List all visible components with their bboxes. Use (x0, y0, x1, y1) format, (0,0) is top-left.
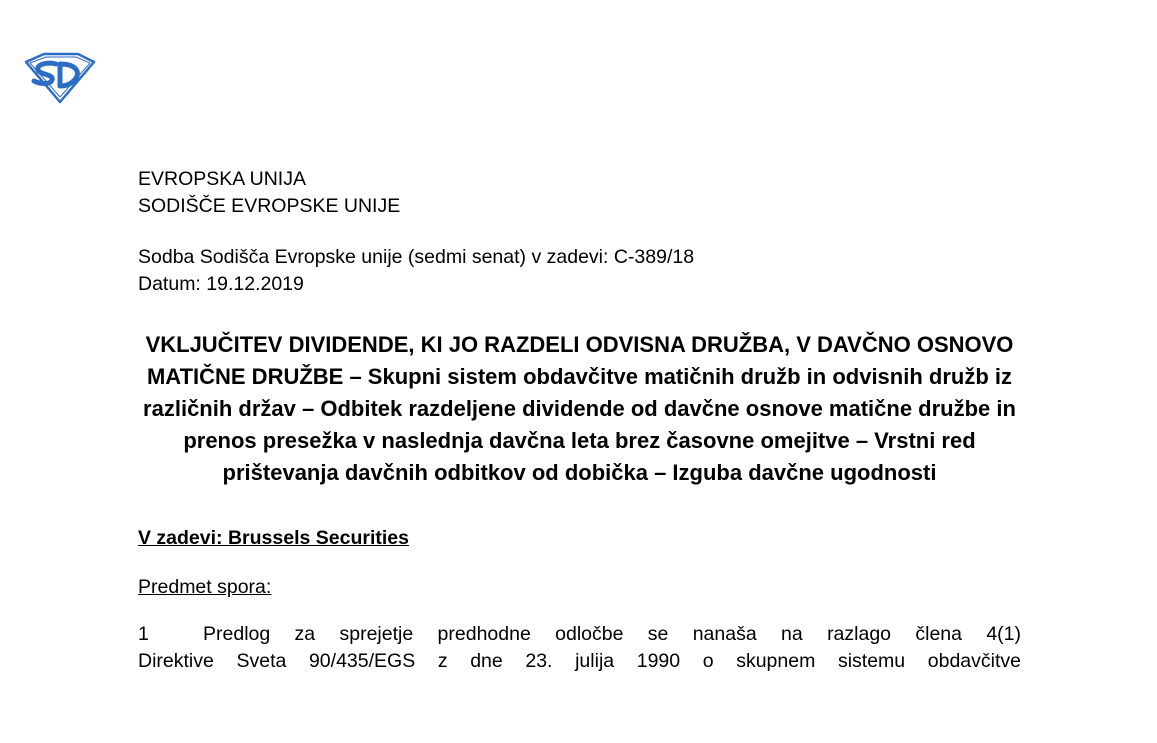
subject-label: Predmet spora: (138, 576, 272, 598)
court-logo-icon (20, 50, 96, 104)
header-line-1: EVROPSKA UNIJA (138, 168, 306, 190)
paragraph-1 (138, 621, 1021, 675)
headline: VKLJUČITEV DIVIDENDE, KI JO RAZDELI ODVISNA DRUŽBA, V DAVČNO OSNOVO MATIČNE DRUŽBE – Skupni sistem obdavčitve matičnih družb in odvisnih družb iz različnih držav – Odbitek razdeljene dividende od davčne osnove matične družbe in prenos presežka v naslednja davčna leta brez časovne omejitve – Vrstni red prištevanja davčnih odbitkov od dobička – Izguba davčne ugodnosti (143, 332, 1016, 485)
case-label: V zadevi: Brussels Securities (138, 527, 409, 549)
document-body (138, 166, 1021, 675)
header-line-2: SODIŠČE EVROPSKE UNIJE (138, 195, 401, 217)
paragraph-1-line-2: Direktive Sveta 90/435/EGS z dne 23. julija 1990 o skupnem sistemu obdavčitve (138, 649, 1021, 672)
judgment-title: Sodba Sodišča Evropske unije (sedmi senat) v zadevi: C-389/18 (138, 246, 695, 268)
judgment-date: Datum: 19.12.2019 (138, 273, 304, 295)
paragraph-number: 1 (138, 622, 149, 645)
paragraph-1-text-1: Predlog za sprejetje predhodne odločbe se nanaša na razlago člena 4(1) (203, 622, 1021, 645)
paragraph-1-line-1 (138, 621, 1021, 648)
